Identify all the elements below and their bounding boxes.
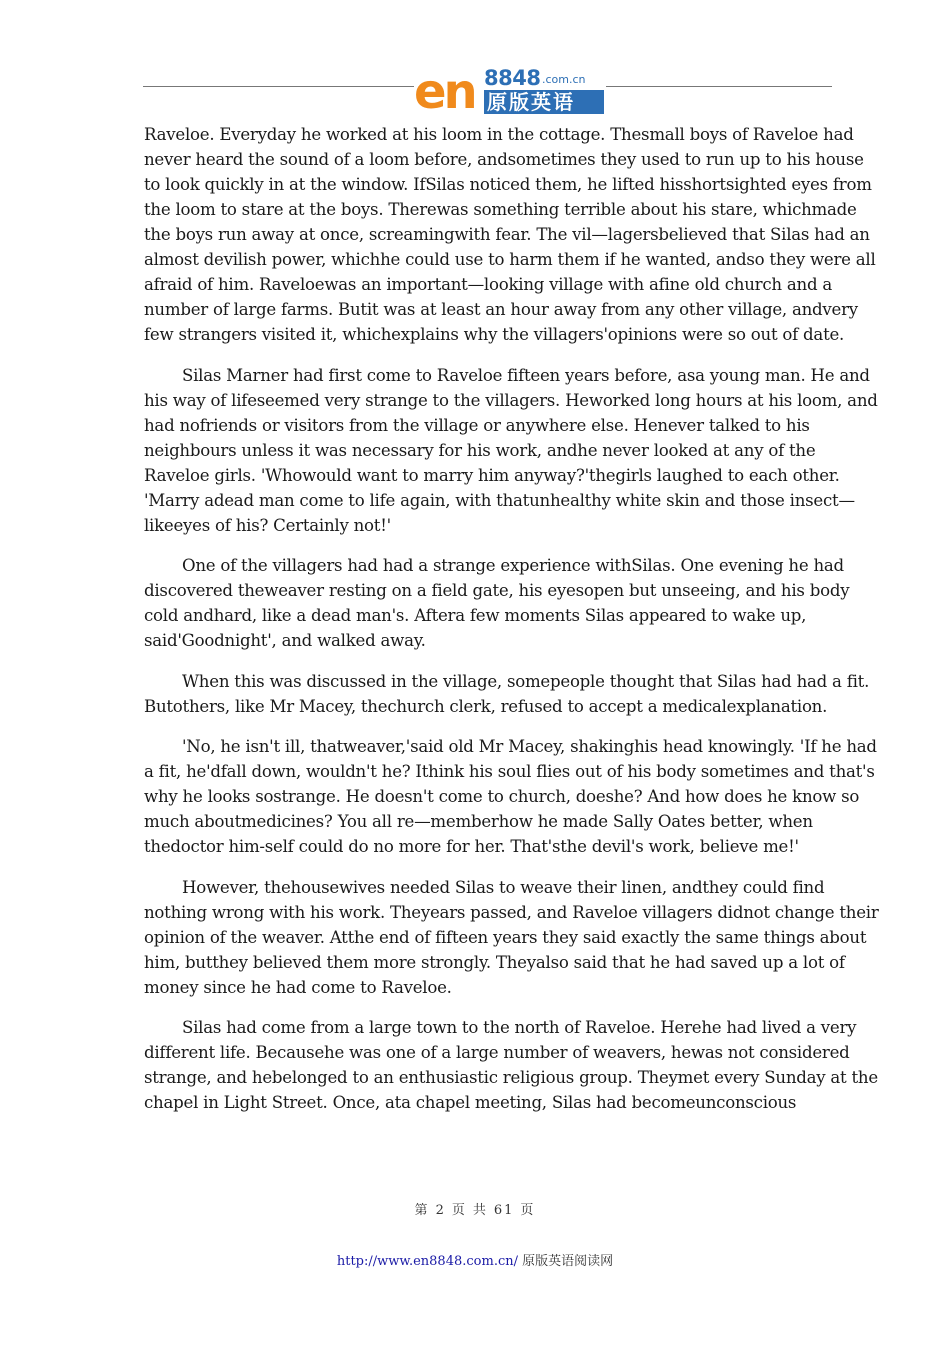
page-mid1: 页 (451, 1203, 467, 1218)
site-url-link[interactable]: http://www.en8848.com.cn/ (336, 1254, 518, 1269)
paragraph: One of the villagers had had a strange experience withSilas. One evening he had discovered theweaver resting on a field gate, his eyesopen but unseeing, and his body cold andhard, like a dead man's. Aftera few moments Silas appeared to wake up, said'Goodnight', and walked away. (144, 556, 850, 650)
header-rule-right (606, 86, 832, 87)
paragraph: Raveloe. Everyday he worked at his loom in the cottage. Thesmall boys of Raveloe had never heard the sound of a loom before, andsometimes they used to run up to his house to look quickly in at the window. IfSilas noticed them, he lifted hisshortsighted eyes from the loom to stare at the boys. Therewas something terrible about his stare, whichmade the boys run away at once, screamingwith fear. The vil—lagersbelieved that Silas had an almost devilish power, whichhe could use to harm them if he wanted, andso they were all afraid of him. Raveloewas an important—looking village with afine old church and a number of large farms. Butit was at least an hour away from any other village, andvery few strangers visited it, whichexplains why the villagers'opinions were so out of date. (144, 125, 876, 344)
article-body (144, 122, 880, 1131)
page-number-footer (0, 1199, 950, 1218)
page-total: 61 (493, 1203, 515, 1218)
paragraph: When this was discussed in the village, somepeople thought that Silas had had a fit. Butothers, like Mr Macey, thechurch clerk, refused to accept a medicalexplanation. (144, 671, 870, 716)
page-mid2: 共 (472, 1203, 488, 1218)
header-rule-left (143, 86, 415, 87)
site-footer (0, 1250, 950, 1269)
logo-chinese-text: 原版英语 (487, 90, 575, 114)
site-name: 原版英语阅读网 (522, 1254, 614, 1269)
logo-suffix-text: .com.cn (542, 73, 586, 86)
logo-number-text: 8848 (484, 66, 541, 90)
page-prefix: 第 (414, 1203, 430, 1218)
logo-en-text: en (414, 64, 475, 116)
page-suffix: 页 (520, 1203, 536, 1218)
page-number: 2 (435, 1203, 446, 1218)
site-logo[interactable] (414, 64, 606, 116)
paragraph: 'No, he isn't ill, thatweaver,'said old Mr Macey, shakinghis head knowingly. 'If he had a fit, he'dfall down, wouldn't he? Ithink his soul flies out of his body sometimes and that's why he looks sostrange. He doesn't come to church, doeshe? And how does he know so much aboutmedicines? You all re—memberhow he made Sally Oates better, when thedoctor him-self could do no more for her. That'sthe devil's work, believe me!' (144, 737, 877, 856)
paragraph: However, thehousewives needed Silas to weave their linen, andthey could find nothing wrong with his work. Theyears passed, and Raveloe villagers didnot change their opinion of the weaver. Atthe end of fifteen years they said exactly the same things about him, butthey believed them more strongly. Theyalso said that he had saved up a lot of money since he had come to Raveloe. (144, 877, 879, 997)
paragraph: Silas Marner had first come to Raveloe fifteen years before, asa young man. He and his way of lifeseemed very strange to the villagers. Heworked long hours at his loom, and had nofriends or visitors from the village or anywhere else. Henever talked to his neighbours unless it was necessary for his work, andhe never looked at any of the Raveloe girls. 'Whowould want to marry him anyway?'thegirls laughed to each other. 'Marry adead man come to life again, with thatunhealthy white skin and those insect—likeeyes of his? Certainly not!' (144, 365, 878, 535)
paragraph: Silas had come from a large town to the north of Raveloe. Herehe had lived a very different life. Becausehe was one of a large number of weavers, hewas not considered strange, and hebelonged to an enthusiastic religious group. Theymet every Sunday at the chapel in Light Street. Once, ata chapel meeting, Silas had becomeunconscious (144, 1018, 878, 1112)
